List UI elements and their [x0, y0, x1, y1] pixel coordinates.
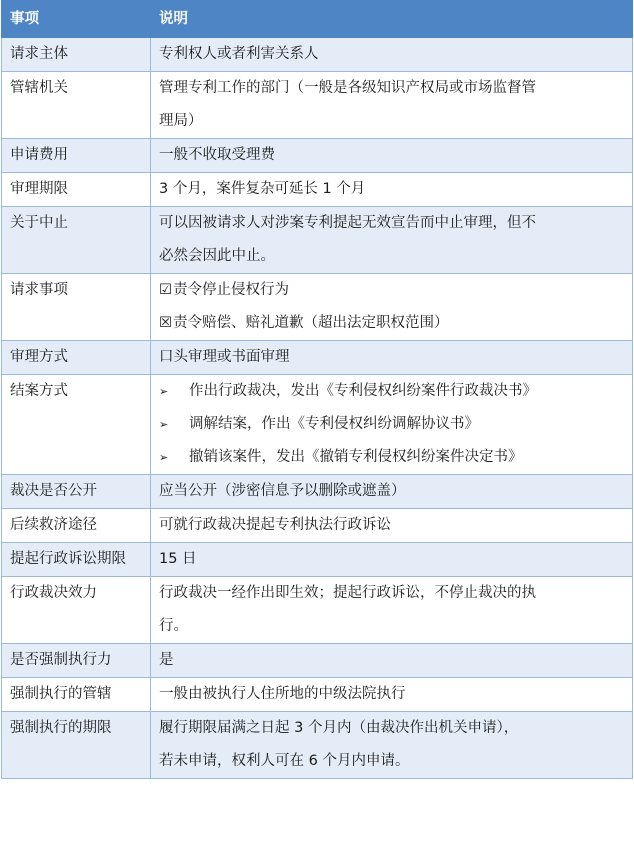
value-line: 管理专利工作的部门（一般是各级知识产权局或市场监督管	[159, 80, 536, 96]
row-label: 是否强制执行力	[2, 644, 151, 678]
table-row	[2, 207, 633, 274]
table-row	[2, 173, 633, 207]
value-line: 15 日	[159, 551, 197, 567]
table-row	[2, 274, 633, 341]
row-label: 申请费用	[2, 139, 151, 173]
table-row	[2, 72, 633, 139]
table-row	[2, 577, 633, 644]
row-value	[151, 72, 633, 139]
row-value	[151, 712, 633, 779]
table-row	[2, 375, 633, 475]
row-value	[151, 543, 633, 577]
header-col-description: 说明	[151, 1, 633, 38]
value-line: 一般由被执行人住所地的中级法院执行	[159, 686, 406, 702]
header-col-item: 事项	[2, 1, 151, 38]
value-line: 行政裁决一经作出即生效；提起行政诉讼，不停止裁决的执	[159, 585, 536, 601]
table-row	[2, 38, 633, 72]
row-value	[151, 577, 633, 644]
row-label: 审理期限	[2, 173, 151, 207]
table-row	[2, 341, 633, 375]
row-label: 审理方式	[2, 341, 151, 375]
info-table	[1, 0, 633, 779]
row-label: 结案方式	[2, 375, 151, 475]
row-value	[151, 139, 633, 173]
check-item	[159, 274, 624, 307]
bullet-item-text: 调解结案，作出《专利侵权纠纷调解协议书》	[189, 416, 479, 432]
value-line: 3 个月，案件复杂可延长 1 个月	[159, 181, 366, 197]
value-line: 是	[159, 652, 174, 668]
row-label: 管辖机关	[2, 72, 151, 139]
value-line: 若未申请，权利人可在 6 个月内申请。	[159, 753, 410, 769]
row-label: 裁决是否公开	[2, 475, 151, 509]
bullet-item-text: 撤销该案件，发出《撤销专利侵权纠纷案件决定书》	[189, 449, 523, 465]
value-line: 一般不收取受理费	[159, 147, 275, 163]
table-row	[2, 644, 633, 678]
row-label: 请求主体	[2, 38, 151, 72]
row-label: 关于中止	[2, 207, 151, 274]
table-row	[2, 509, 633, 543]
table-body	[2, 38, 633, 779]
row-value	[151, 475, 633, 509]
table-row	[2, 475, 633, 509]
value-line: 履行期限届满之日起 3 个月内（由裁决作出机关申请），	[159, 720, 519, 736]
arrow-bullet-icon: ➢	[159, 418, 169, 431]
value-line: 行。	[159, 618, 188, 634]
row-value	[151, 644, 633, 678]
bullet-item	[159, 375, 624, 408]
row-value	[151, 341, 633, 375]
table-header-row	[2, 1, 633, 38]
crossed-box-icon: ☒	[159, 315, 172, 331]
check-item-text: 责令赔偿、赔礼道歉（超出法定职权范围）	[173, 315, 449, 331]
bullet-item	[159, 408, 624, 441]
row-value	[151, 375, 633, 475]
table-row	[2, 139, 633, 173]
row-label: 强制执行的期限	[2, 712, 151, 779]
row-label: 后续救济途径	[2, 509, 151, 543]
check-item	[159, 307, 624, 340]
row-value	[151, 173, 633, 207]
row-label: 行政裁决效力	[2, 577, 151, 644]
value-line: 口头审理或书面审理	[159, 349, 290, 365]
value-line: 可以因被请求人对涉案专利提起无效宣告而中止审理，但不	[159, 215, 536, 231]
bullet-item	[159, 441, 624, 474]
value-line: 理局）	[159, 113, 203, 129]
value-line: 应当公开（涉密信息予以删除或遮盖）	[159, 483, 406, 499]
table-row	[2, 712, 633, 779]
row-value	[151, 274, 633, 341]
value-line: 必然会因此中止。	[159, 248, 275, 264]
table-row	[2, 543, 633, 577]
row-label: 提起行政诉讼期限	[2, 543, 151, 577]
row-label: 请求事项	[2, 274, 151, 341]
row-value	[151, 207, 633, 274]
row-value	[151, 38, 633, 72]
checked-box-icon: ☑	[159, 282, 172, 298]
row-value	[151, 678, 633, 712]
arrow-bullet-icon: ➢	[159, 451, 169, 464]
value-line: 可就行政裁决提起专利执法行政诉讼	[159, 517, 391, 533]
arrow-bullet-icon: ➢	[159, 385, 169, 398]
row-label: 强制执行的管辖	[2, 678, 151, 712]
row-value	[151, 509, 633, 543]
check-item-text: 责令停止侵权行为	[173, 282, 289, 298]
bullet-item-text: 作出行政裁决，发出《专利侵权纠纷案件行政裁决书》	[189, 383, 537, 399]
value-line: 专利权人或者利害关系人	[159, 46, 319, 62]
table-row	[2, 678, 633, 712]
